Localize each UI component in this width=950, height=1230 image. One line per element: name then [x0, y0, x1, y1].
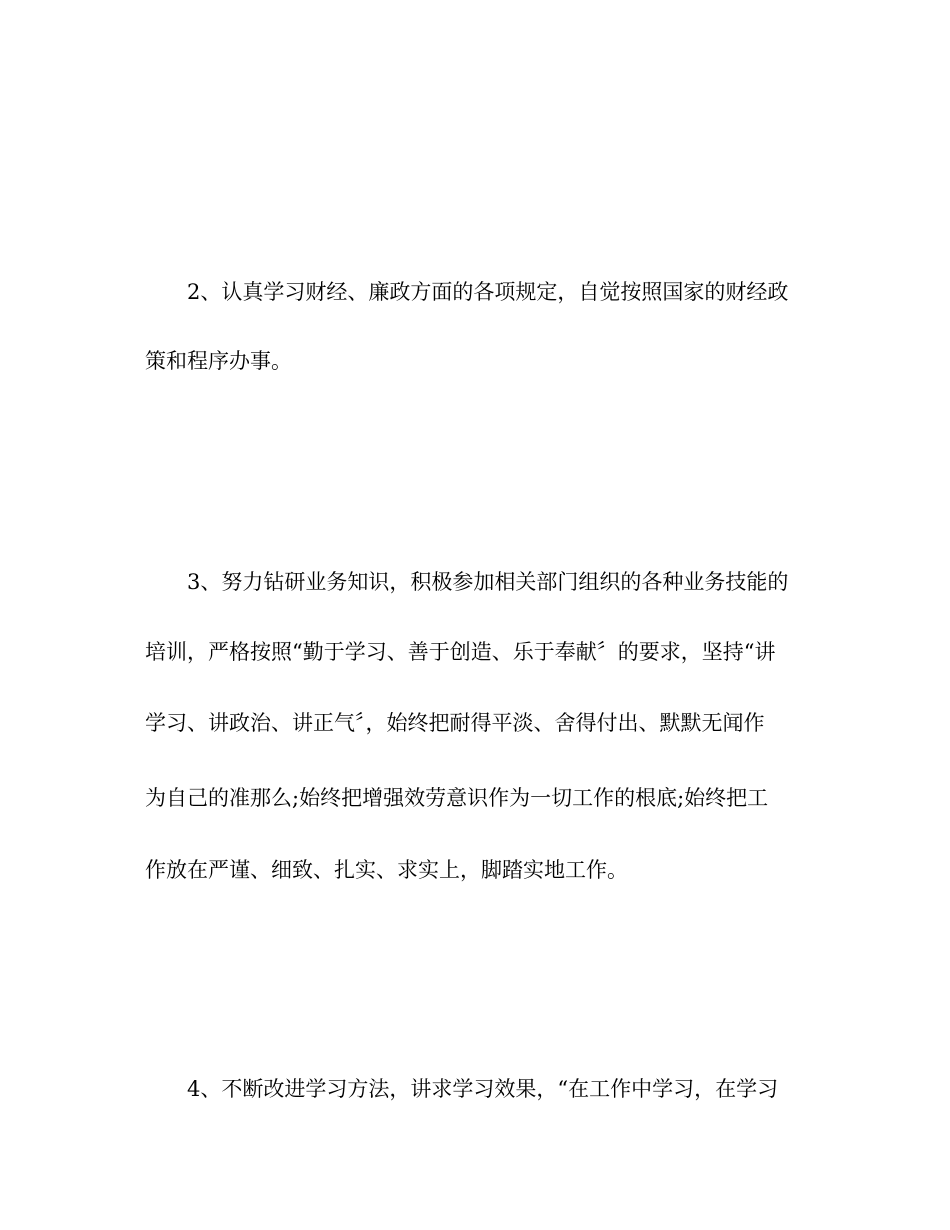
paragraph-3-line-2: 培训，严格按照“勤于学习、善于创造、乐于奉献〞的要求，坚持“讲	[145, 640, 776, 664]
paragraph-2-line-1: 2、认真学习财经、廉政方面的各项规定，自觉按照国家的财经政	[187, 280, 789, 304]
paragraph-3-line-3: 学习、讲政治、讲正气〞，始终把耐得平淡、舍得付出、默默无闻作	[145, 711, 765, 735]
paragraph-3-line-4: 为自己的准那么;始终把增强效劳意识作为一切工作的根底;始终把工	[145, 786, 769, 810]
paragraph-3-line-1: 3、努力钻研业务知识，积极参加相关部门组织的各种业务技能的	[187, 570, 789, 594]
paragraph-2-line-2: 策和程序办事。	[145, 349, 292, 373]
paragraph-4-line-1: 4、不断改进学习方法，讲求学习效果，“在工作中学习，在学习	[187, 1077, 779, 1101]
paragraph-3-line-5: 作放在严谨、细致、扎实、求实上，脚踏实地工作。	[145, 858, 628, 882]
